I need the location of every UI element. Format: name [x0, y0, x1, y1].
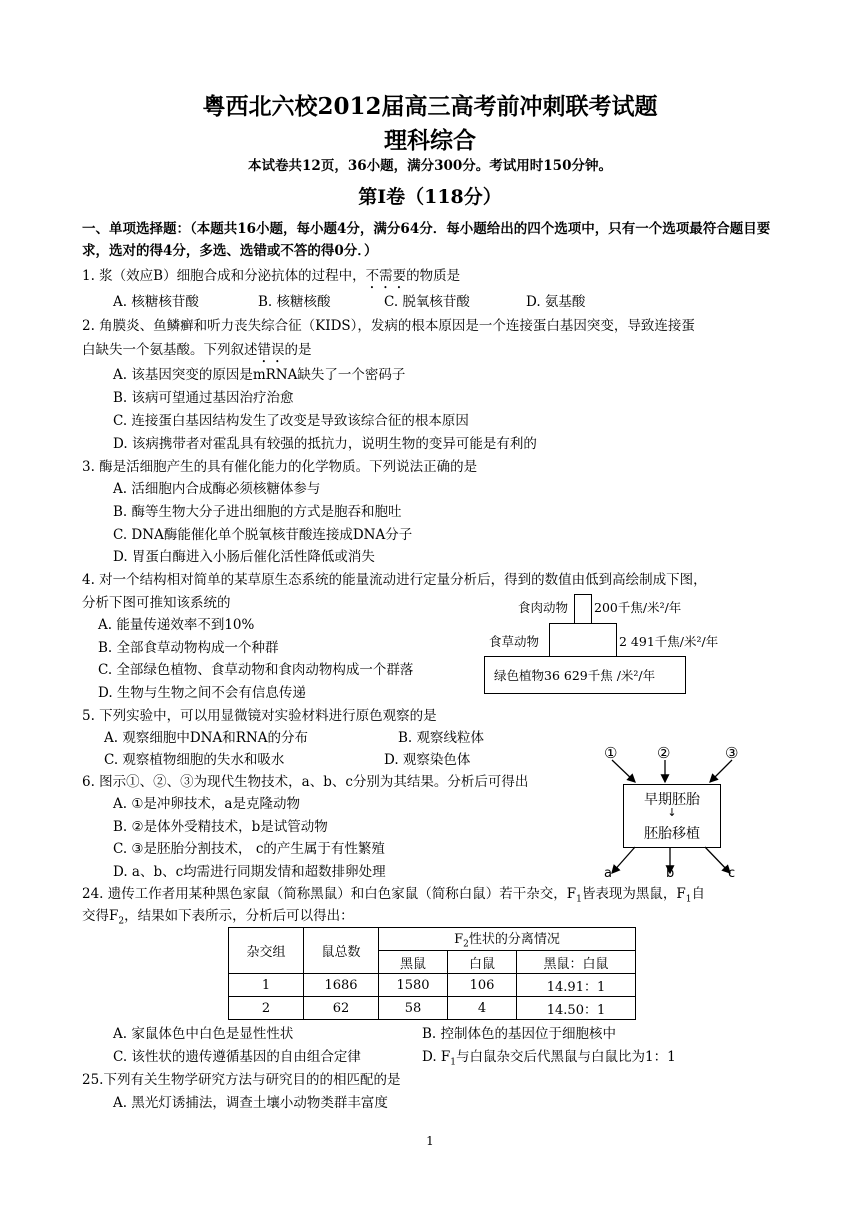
table-cell: 2 [229, 997, 304, 1020]
diagram-output-c: c [728, 866, 736, 881]
page-number: 1 [426, 1134, 434, 1148]
q24-stem-line2: 交得$F_2$，结果如下表所示，分析后可以得出： [82, 908, 354, 927]
q1-option-a: A. 核糖核苷酸 [113, 294, 199, 310]
q6-stem: 6. 图示①、②、③为现代生物技术，a、b、c分别为其结果。分析后可得出 [82, 774, 529, 790]
q24-option-a: A. 家鼠体色中白色是显性性状 [113, 1026, 294, 1042]
q4-option-d: D. 生物与生物之间不会有信息传递 [98, 685, 306, 701]
diagram-output-a: a [604, 866, 612, 881]
q2-option-a: A. 该基因突变的原因是mRNA缺失了一个密码子 [113, 367, 406, 383]
f2-segregation-table [228, 927, 636, 1020]
section-instructions: 一、单项选择题：（本题共16小题，每小题4分，满分64分．每小题给出的四个选项中，只有一个选项最符合题目要求，选对的得4分，多选、选错或不答的得0分．） [82, 221, 771, 259]
table-header-ratio: 黑鼠：白鼠 [517, 951, 636, 974]
q6-option-a: A. ①是冲卵技术，a是克隆动物 [113, 796, 300, 812]
table-header-total: 鼠总数 [304, 928, 379, 974]
table-header-group: 杂交组 [229, 928, 304, 974]
pyramid-top-block [574, 594, 592, 626]
q4-stem-line2: 分析下图可推知该系统的 [82, 595, 231, 611]
q1-option-b: B. 核糖核酸 [258, 294, 331, 310]
pyramid-mid-label: 食草动物 [489, 634, 540, 649]
pyramid-bottom-text: 绿色植物36 629千焦 /米²/年 [494, 668, 656, 683]
q24-stem-line1: 24. 遗传工作者用某种黑色家鼠（简称黑鼠）和白色家鼠（简称白鼠）若干杂交，$F_1$皆表现为黑鼠，$F_1$自 [82, 886, 705, 905]
q5-option-b: B. 观察线粒体 [398, 730, 485, 746]
q2-option-c: C. 连接蛋白基因结构发生了改变是导致该综合征的根本原因 [113, 413, 469, 429]
table-header-white: 白鼠 [448, 951, 517, 974]
q6-option-d: D. a、b、c均需进行同期发情和超数排卵处理 [113, 864, 386, 880]
diagram-process-box [623, 784, 721, 848]
table-cell: 106 [448, 974, 517, 997]
q2-stem-line2: 白缺失一个氨基酸。下列叙述错误的是 [82, 342, 312, 358]
q5-option-a: A. 观察细胞中DNA和RNA的分布 [104, 730, 308, 746]
table-row [229, 997, 636, 1020]
diagram-embryo-transfer: 胚胎移植 [644, 826, 700, 842]
q25-option-a: A. 黑光灯诱捕法，调查土壤小动物类群丰富度 [113, 1095, 388, 1111]
exam-title: 粤西北六校2012届高三高考前冲刺联考试题 [202, 93, 658, 120]
q4-stem-line1: 4. 对一个结构相对简单的某草原生态系统的能量流动进行定量分析后，得到的数值由低到高绘制成下图， [82, 572, 707, 588]
table-cell: 1580 [379, 974, 448, 997]
pyramid-top-label: 食肉动物 [518, 600, 569, 615]
q2-option-d: D. 该病携带者对霍乱具有较强的抵抗力，说明生物的变异可能是有利的 [113, 436, 537, 452]
table-header-separation: $F_2$性状的分离情况 [379, 928, 636, 951]
q24-option-b: B. 控制体色的基因位于细胞核中 [422, 1026, 617, 1042]
diagram-inner-arrow: ↓ [667, 806, 677, 819]
q1-option-c: C. 脱氧核苷酸 [384, 294, 470, 310]
subject-title: 理科综合 [384, 127, 476, 154]
table-cell: 1686 [304, 974, 379, 997]
q1-option-d: D. 氨基酸 [526, 294, 586, 310]
diagram-input-1: ① [604, 744, 618, 762]
q3-option-c: C. DNA酶能催化单个脱氧核苷酸连接成DNA分子 [113, 527, 413, 543]
diagram-output-b: b [666, 866, 675, 881]
q25-stem: 25.下列有关生物学研究方法与研究目的的相匹配的是 [82, 1072, 401, 1088]
table-cell: 14.50：1 [517, 997, 636, 1020]
table-header-black: 黑鼠 [379, 951, 448, 974]
q5-option-c: C. 观察植物细胞的失水和吸水 [104, 752, 285, 768]
diagram-early-embryo: 早期胚胎 [644, 792, 700, 808]
q1-stem: 1. 浆（效应B）细胞合成和分泌抗体的过程中，不需要的物质是 [82, 268, 461, 284]
q2-option-b: B. 该病可望通过基因治疗治愈 [113, 390, 294, 406]
part-heading: 第Ⅰ卷（118分） [358, 186, 502, 208]
table-row [229, 974, 636, 997]
table-cell: 4 [448, 997, 517, 1020]
q3-option-b: B. 酶等生物大分子进出细胞的方式是胞吞和胞吐 [113, 504, 402, 520]
pyramid-top-value: 200千焦/米²/年 [594, 600, 682, 615]
pyramid-mid-value: 2 491千焦/米²/年 [619, 634, 719, 649]
table-cell: 58 [379, 997, 448, 1020]
table-cell: 14.91：1 [517, 974, 636, 997]
table-cell: 1 [229, 974, 304, 997]
q4-option-c: C. 全部绿色植物、食草动物和食肉动物构成一个群落 [98, 662, 414, 678]
q24-option-c: C. 该性状的遗传遵循基因的自由组合定律 [113, 1049, 361, 1065]
q6-option-b: B. ②是体外受精技术，b是试管动物 [113, 819, 328, 835]
diagram-input-3: ③ [725, 744, 739, 762]
q6-option-c: C. ③是胚胎分割技术， c的产生属于有性繁殖 [113, 841, 385, 857]
q3-option-a: A. 活细胞内合成酶必须核糖体参与 [113, 481, 321, 497]
exam-info: 本试卷共12页，36小题，满分300分。考试用时150分钟。 [248, 158, 612, 174]
q3-option-d: D. 胃蛋白酶进入小肠后催化活性降低或消失 [113, 549, 375, 565]
q2-stem-line1: 2. 角膜炎、鱼鳞癣和听力丧失综合征（KIDS），发病的根本原因是一个连接蛋白基因突变，导致连接蛋 [82, 318, 695, 334]
q5-stem: 5. 下列实验中，可以用显微镜对实验材料进行原色观察的是 [82, 708, 437, 724]
diagram-input-2: ② [657, 744, 671, 762]
q3-stem: 3. 酶是活细胞产生的具有催化能力的化学物质。下列说法正确的是 [82, 459, 478, 475]
q24-option-d: D. $F_1$与白鼠杂交后代黑鼠与白鼠比为1：1 [422, 1049, 676, 1068]
q4-option-b: B. 全部食草动物构成一个种群 [98, 640, 279, 656]
table-cell: 62 [304, 997, 379, 1020]
q4-option-a: A. 能量传递效率不到10% [98, 617, 255, 633]
q5-option-d: D. 观察染色体 [384, 752, 471, 768]
pyramid-mid-block [549, 623, 617, 658]
